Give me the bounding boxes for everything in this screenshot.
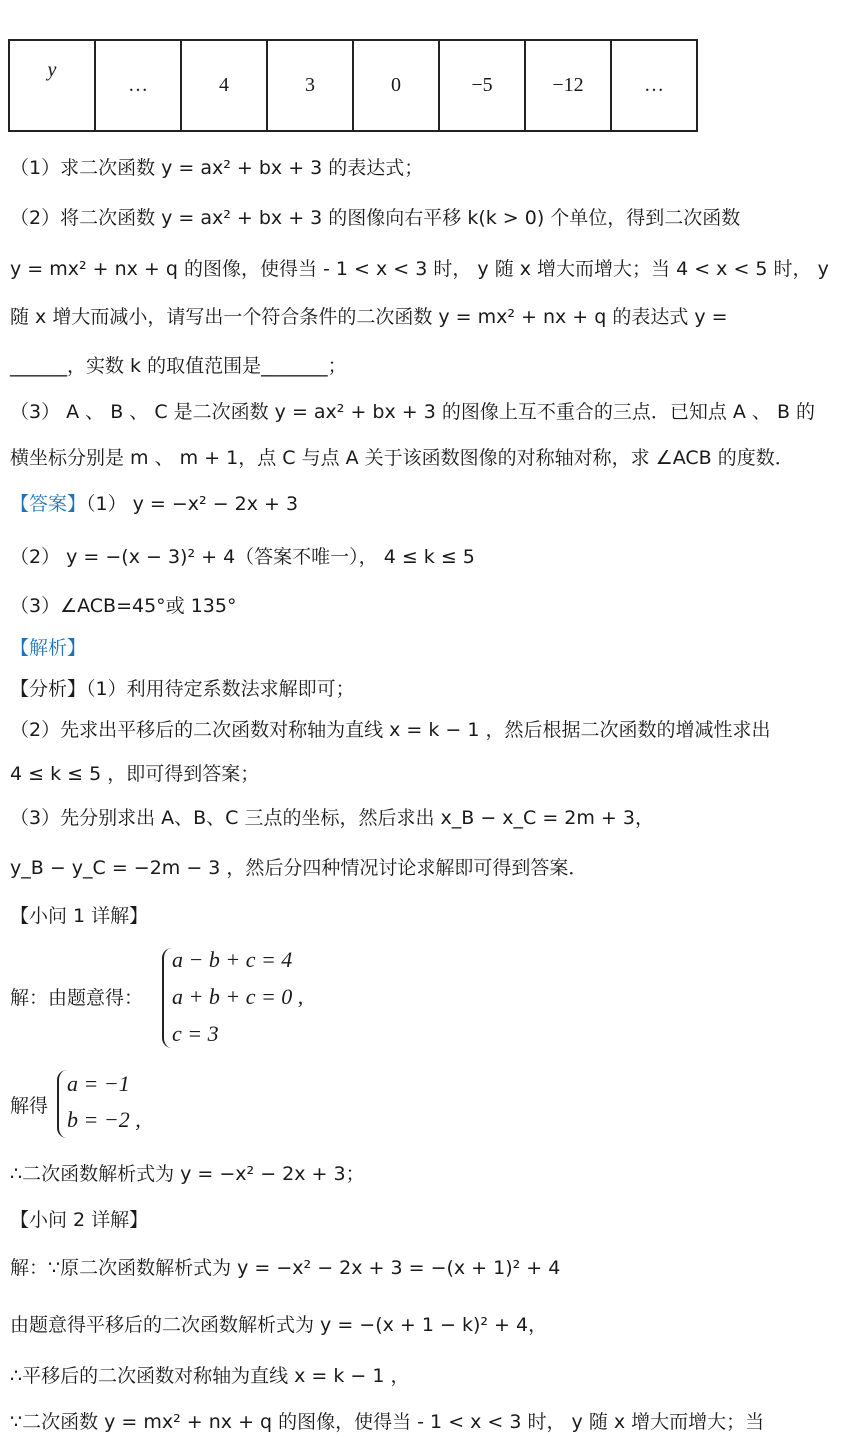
q2-line-2: 由题意得平移后的二次函数解析式为 y = −(x + 1 − k)² + 4， (10, 1314, 548, 1336)
analysis-line-5: y_B − y_C = −2m − 3 ，然后分四种情况讨论求解即可得到答案． (10, 857, 588, 879)
table-cell: 0 (353, 40, 439, 131)
left-brace-icon (57, 1070, 67, 1138)
analysis-line-1: 【分析】（1）利用待定系数法求解即可； (10, 678, 355, 700)
q2-line-1: 解：∵原二次函数解析式为 y = −x² − 2x + 3 = −(x + 1)² + 4 (10, 1257, 561, 1279)
table-cell: 4 (181, 40, 267, 131)
analysis-line-4: （3）先分别求出 A、B、C 三点的坐标，然后求出 x_B − x_C = 2m + 3， (10, 807, 654, 829)
q1-prefix-2: 解得 (10, 1095, 49, 1117)
value-table (8, 39, 698, 132)
solution-b: b = −2 , (67, 1107, 141, 1132)
question-part-2-line-4: ______，实数 k 的取值范围是_______； (10, 355, 347, 377)
analysis-line-3: 4 ≤ k ≤ 5 ，即可得到答案； (10, 763, 260, 785)
equation-3: c = 3 (172, 1021, 219, 1046)
answer-line-1 (10, 492, 829, 517)
left-brace-icon (162, 948, 172, 1048)
table-cell: … (611, 40, 697, 131)
question-part-1: （1）求二次函数 y = ax² + bx + 3 的表达式； (10, 157, 424, 179)
equation-1: a − b + c = 4 (172, 947, 293, 972)
answer-2: （2） y = −(x − 3)² + 4（答案不唯一）， 4 ≤ k ≤ 5 (10, 546, 475, 568)
table-cell: −5 (439, 40, 525, 131)
q1-heading: 【小问 1 详解】 (10, 905, 149, 927)
solution-a: a = −1 (67, 1071, 130, 1096)
question-part-2-line-1: （2）将二次函数 y = ax² + bx + 3 的图像向右平移 k(k > 0) 个单位，得到二次函数 (10, 207, 741, 229)
answer-1: （1） y = −x² − 2x + 3 (86, 493, 299, 515)
q2-heading: 【小问 2 详解】 (10, 1209, 149, 1231)
answer-label: 【答案】 (10, 493, 87, 515)
question-part-2-line-3: 随 x 增大而减小，请写出一个符合条件的二次函数 y = mx² + nx + q 的表达式 y = (10, 306, 728, 328)
q2-line-4: ∵二次函数 y = mx² + nx + q 的图像，使得当 - 1 < x < 3 时， y 随 x 增大而增大；当 (10, 1411, 765, 1433)
question-part-2-line-2: y = mx² + nx + q 的图像，使得当 - 1 < x < 3 时， y 随 x 增大而增大；当 4 < x < 5 时， y (10, 258, 829, 280)
table-cell: … (95, 40, 181, 131)
table-row (9, 40, 697, 131)
question-part-3-line-1: （3） A 、 B 、 C 是二次函数 y = ax² + bx + 3 的图像上互不重合的三点．已知点 A 、 B 的 (10, 401, 816, 423)
table-cell: 3 (267, 40, 353, 131)
q1-result: ∴二次函数解析式为 y = −x² − 2x + 3； (10, 1163, 365, 1185)
question-part-3-line-2: 横坐标分别是 m 、 m + 1，点 C 与点 A 关于该函数图像的对称轴对称，求 ∠ACB 的度数． (10, 447, 794, 469)
table-cell: −12 (525, 40, 611, 131)
analysis-line-2: （2）先求出平移后的二次函数对称轴为直线 x = k − 1 ，然后根据二次函数的增减性求出 (10, 719, 771, 741)
answer-3: （3）∠ACB=45°或 135° (10, 595, 237, 617)
q2-line-3: ∴平移后的二次函数对称轴为直线 x = k − 1 ， (10, 1365, 410, 1387)
analysis-label: 【解析】 (10, 637, 87, 659)
table-cell: y (9, 40, 95, 131)
q1-prefix: 解：由题意得： (10, 987, 144, 1009)
equation-2: a + b + c = 0 , (172, 984, 304, 1009)
